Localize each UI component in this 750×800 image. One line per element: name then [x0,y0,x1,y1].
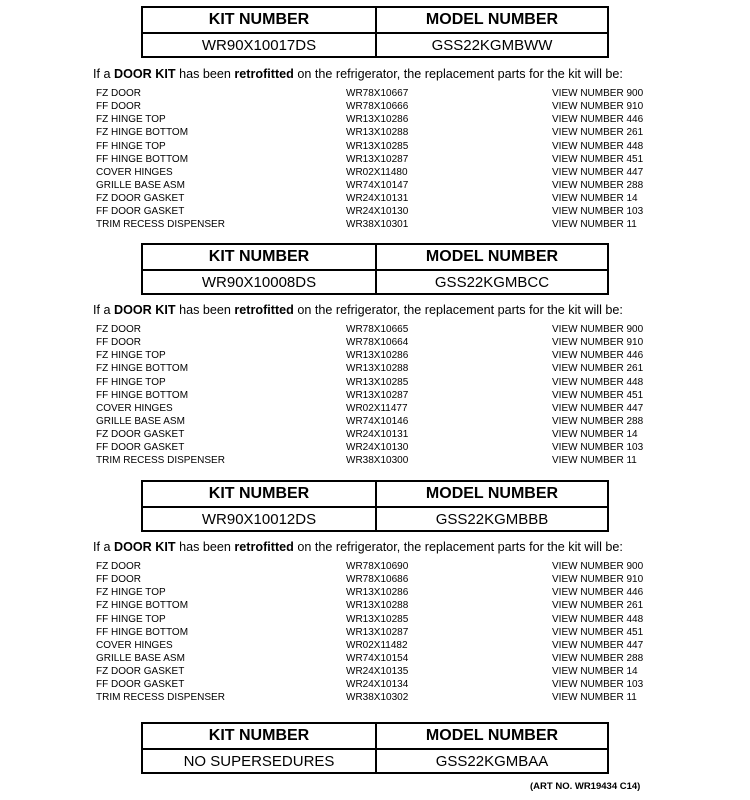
part-name: GRILLE BASE ASM [96,652,185,664]
kit-number-header: KIT NUMBER [143,245,377,271]
part-number: WR02X11477 [346,402,408,414]
view-number: VIEW NUMBER 14 [552,193,638,205]
part-number: WR78X10666 [346,101,409,113]
part-number: WR13X10288 [346,600,409,612]
view-number: VIEW NUMBER 288 [552,415,644,427]
part-row [96,87,696,100]
part-row [96,560,696,573]
parts-list [96,323,696,468]
view-number: VIEW NUMBER 11 [552,455,637,467]
view-number: VIEW NUMBER 448 [552,613,644,625]
view-number: VIEW NUMBER 451 [552,153,644,165]
part-row [96,389,696,402]
part-row [96,218,696,231]
part-number: WR13X10287 [346,626,409,638]
part-name: FF DOOR [96,101,141,113]
part-row [96,402,696,415]
part-number: WR13X10288 [346,127,409,139]
part-row [96,428,696,441]
view-number: VIEW NUMBER 910 [552,574,644,586]
part-number: WR13X10288 [346,363,409,375]
kit-number-header: KIT NUMBER [143,482,377,508]
part-number: WR38X10300 [346,455,409,467]
part-row [96,153,696,166]
view-number: VIEW NUMBER 446 [552,114,644,126]
view-number: VIEW NUMBER 103 [552,206,644,218]
part-row [96,586,696,599]
part-number: WR78X10686 [346,574,409,586]
part-name: FZ DOOR [96,324,141,335]
view-number: VIEW NUMBER 288 [552,179,644,191]
part-name: FF DOOR [96,337,141,349]
part-number: WR78X10665 [346,324,409,335]
view-number: VIEW NUMBER 14 [552,666,638,678]
part-name: FF HINGE TOP [96,613,166,625]
part-row [96,613,696,626]
part-name: COVER HINGES [96,402,173,414]
view-number: VIEW NUMBER 103 [552,442,644,454]
model-number-header: MODEL NUMBER [377,8,607,34]
part-number: WR13X10285 [346,140,409,152]
view-number: VIEW NUMBER 448 [552,140,644,152]
part-row [96,349,696,362]
part-row [96,573,696,586]
part-row [96,362,696,375]
kit-table-3 [141,480,609,532]
part-number: WR13X10286 [346,350,409,362]
model-number-value: GSS22KGMBBB [435,510,549,528]
view-number: VIEW NUMBER 900 [552,324,644,335]
kit-number-header: KIT NUMBER [143,724,377,750]
view-number: VIEW NUMBER 910 [552,101,644,113]
model-number-header: MODEL NUMBER [377,245,607,271]
model-number-value: GSS22KGMBCC [434,273,550,291]
view-number: VIEW NUMBER 900 [552,88,644,99]
part-number: WR13X10286 [346,587,409,599]
view-number: VIEW NUMBER 447 [552,639,644,651]
kit-table-2 [141,243,609,295]
kit-table-1 [141,6,609,58]
view-number: VIEW NUMBER 261 [552,127,644,139]
model-number-value: GSS22KGMBAA [435,752,549,770]
view-number: VIEW NUMBER 451 [552,389,644,401]
part-number: WR78X10667 [346,88,409,99]
retrofit-intro: If a DOOR KIT has been retrofitted on the refrigerator, the replacement parts for the kit will be: [93,67,623,81]
part-name: FF HINGE BOTTOM [96,626,189,638]
parts-list [96,560,696,705]
part-row [96,179,696,192]
view-number: VIEW NUMBER 261 [552,600,644,612]
view-number: VIEW NUMBER 14 [552,429,638,441]
part-number: WR38X10301 [346,219,409,231]
part-number: WR74X10154 [346,652,409,664]
part-number: WR02X11480 [346,166,408,178]
art-number: (ART NO. WR19434 C14) [530,781,641,792]
view-number: VIEW NUMBER 900 [552,561,644,572]
view-number: VIEW NUMBER 448 [552,376,644,388]
part-number: WR24X10131 [346,429,409,441]
part-row [96,639,696,652]
view-number: VIEW NUMBER 261 [552,363,644,375]
kit-number-value: WR90X10012DS [143,508,377,530]
part-number: WR74X10146 [346,415,409,427]
part-row [96,205,696,218]
part-row [96,678,696,691]
part-number: WR13X10285 [346,613,409,625]
view-number: VIEW NUMBER 446 [552,587,644,599]
part-name: GRILLE BASE ASM [96,415,185,427]
part-number: WR02X11482 [346,639,408,651]
part-name: FZ HINGE TOP [96,587,166,599]
part-number: WR78X10690 [346,561,409,572]
part-name: FF HINGE TOP [96,140,166,152]
part-number: WR13X10287 [346,389,409,401]
view-number: VIEW NUMBER 446 [552,350,644,362]
part-name: TRIM RECESS DISPENSER [96,692,225,704]
part-row [96,626,696,639]
part-number: WR38X10302 [346,692,409,704]
kit-table-4 [141,722,609,774]
part-row [96,192,696,205]
part-row [96,599,696,612]
part-row [96,454,696,467]
part-row [96,140,696,153]
part-number: WR24X10134 [346,679,409,691]
model-number-value: GSS22KGMBWW [431,36,553,54]
part-name: FZ DOOR [96,561,141,572]
part-name: TRIM RECESS DISPENSER [96,455,225,467]
kit-number-value: WR90X10008DS [143,271,377,293]
part-row [96,336,696,349]
view-number: VIEW NUMBER 910 [552,337,644,349]
part-row [96,100,696,113]
part-name: TRIM RECESS DISPENSER [96,219,225,231]
part-name: FZ DOOR GASKET [96,193,185,205]
view-number: VIEW NUMBER 451 [552,626,644,638]
part-name: COVER HINGES [96,639,173,651]
retrofit-intro: If a DOOR KIT has been retrofitted on the refrigerator, the replacement parts for the kit will be: [93,303,623,317]
part-name: GRILLE BASE ASM [96,179,185,191]
part-row [96,652,696,665]
model-number-header: MODEL NUMBER [377,724,607,750]
part-name: FZ HINGE BOTTOM [96,363,189,375]
view-number: VIEW NUMBER 11 [552,692,637,704]
part-name: FF HINGE BOTTOM [96,153,189,165]
view-number: VIEW NUMBER 447 [552,402,644,414]
part-name: FF DOOR [96,574,141,586]
part-name: FZ DOOR GASKET [96,429,185,441]
part-row [96,691,696,704]
retrofit-intro: If a DOOR KIT has been retrofitted on the refrigerator, the replacement parts for the kit will be: [93,540,623,554]
part-name: FF DOOR GASKET [96,206,185,218]
part-number: WR78X10664 [346,337,409,349]
part-number: WR13X10287 [346,153,409,165]
part-row [96,323,696,336]
part-name: FZ HINGE BOTTOM [96,127,189,139]
part-name: FZ HINGE TOP [96,350,166,362]
part-row [96,166,696,179]
parts-list [96,87,696,232]
part-name: FZ DOOR [96,88,141,99]
part-name: FF DOOR GASKET [96,442,185,454]
part-name: FF HINGE BOTTOM [96,389,189,401]
kit-number-value: NO SUPERSEDURES [143,750,377,772]
part-number: WR13X10286 [346,114,409,126]
part-row [96,113,696,126]
part-number: WR24X10135 [346,666,409,678]
model-number-header: MODEL NUMBER [377,482,607,508]
part-row [96,415,696,428]
view-number: VIEW NUMBER 447 [552,166,644,178]
part-number: WR24X10130 [346,442,409,454]
part-row [96,126,696,139]
part-row [96,441,696,454]
part-number: WR24X10131 [346,193,409,205]
part-name: FF HINGE TOP [96,376,166,388]
part-name: FZ HINGE TOP [96,114,166,126]
part-number: WR13X10285 [346,376,409,388]
part-name: FF DOOR GASKET [96,679,185,691]
view-number: VIEW NUMBER 11 [552,219,637,231]
kit-number-header: KIT NUMBER [143,8,377,34]
view-number: VIEW NUMBER 288 [552,652,644,664]
part-row [96,376,696,389]
part-name: FZ HINGE BOTTOM [96,600,189,612]
part-number: WR24X10130 [346,206,409,218]
kit-number-value: WR90X10017DS [143,34,377,56]
part-row [96,665,696,678]
view-number: VIEW NUMBER 103 [552,679,644,691]
part-number: WR74X10147 [346,179,409,191]
part-name: COVER HINGES [96,166,173,178]
part-name: FZ DOOR GASKET [96,666,185,678]
